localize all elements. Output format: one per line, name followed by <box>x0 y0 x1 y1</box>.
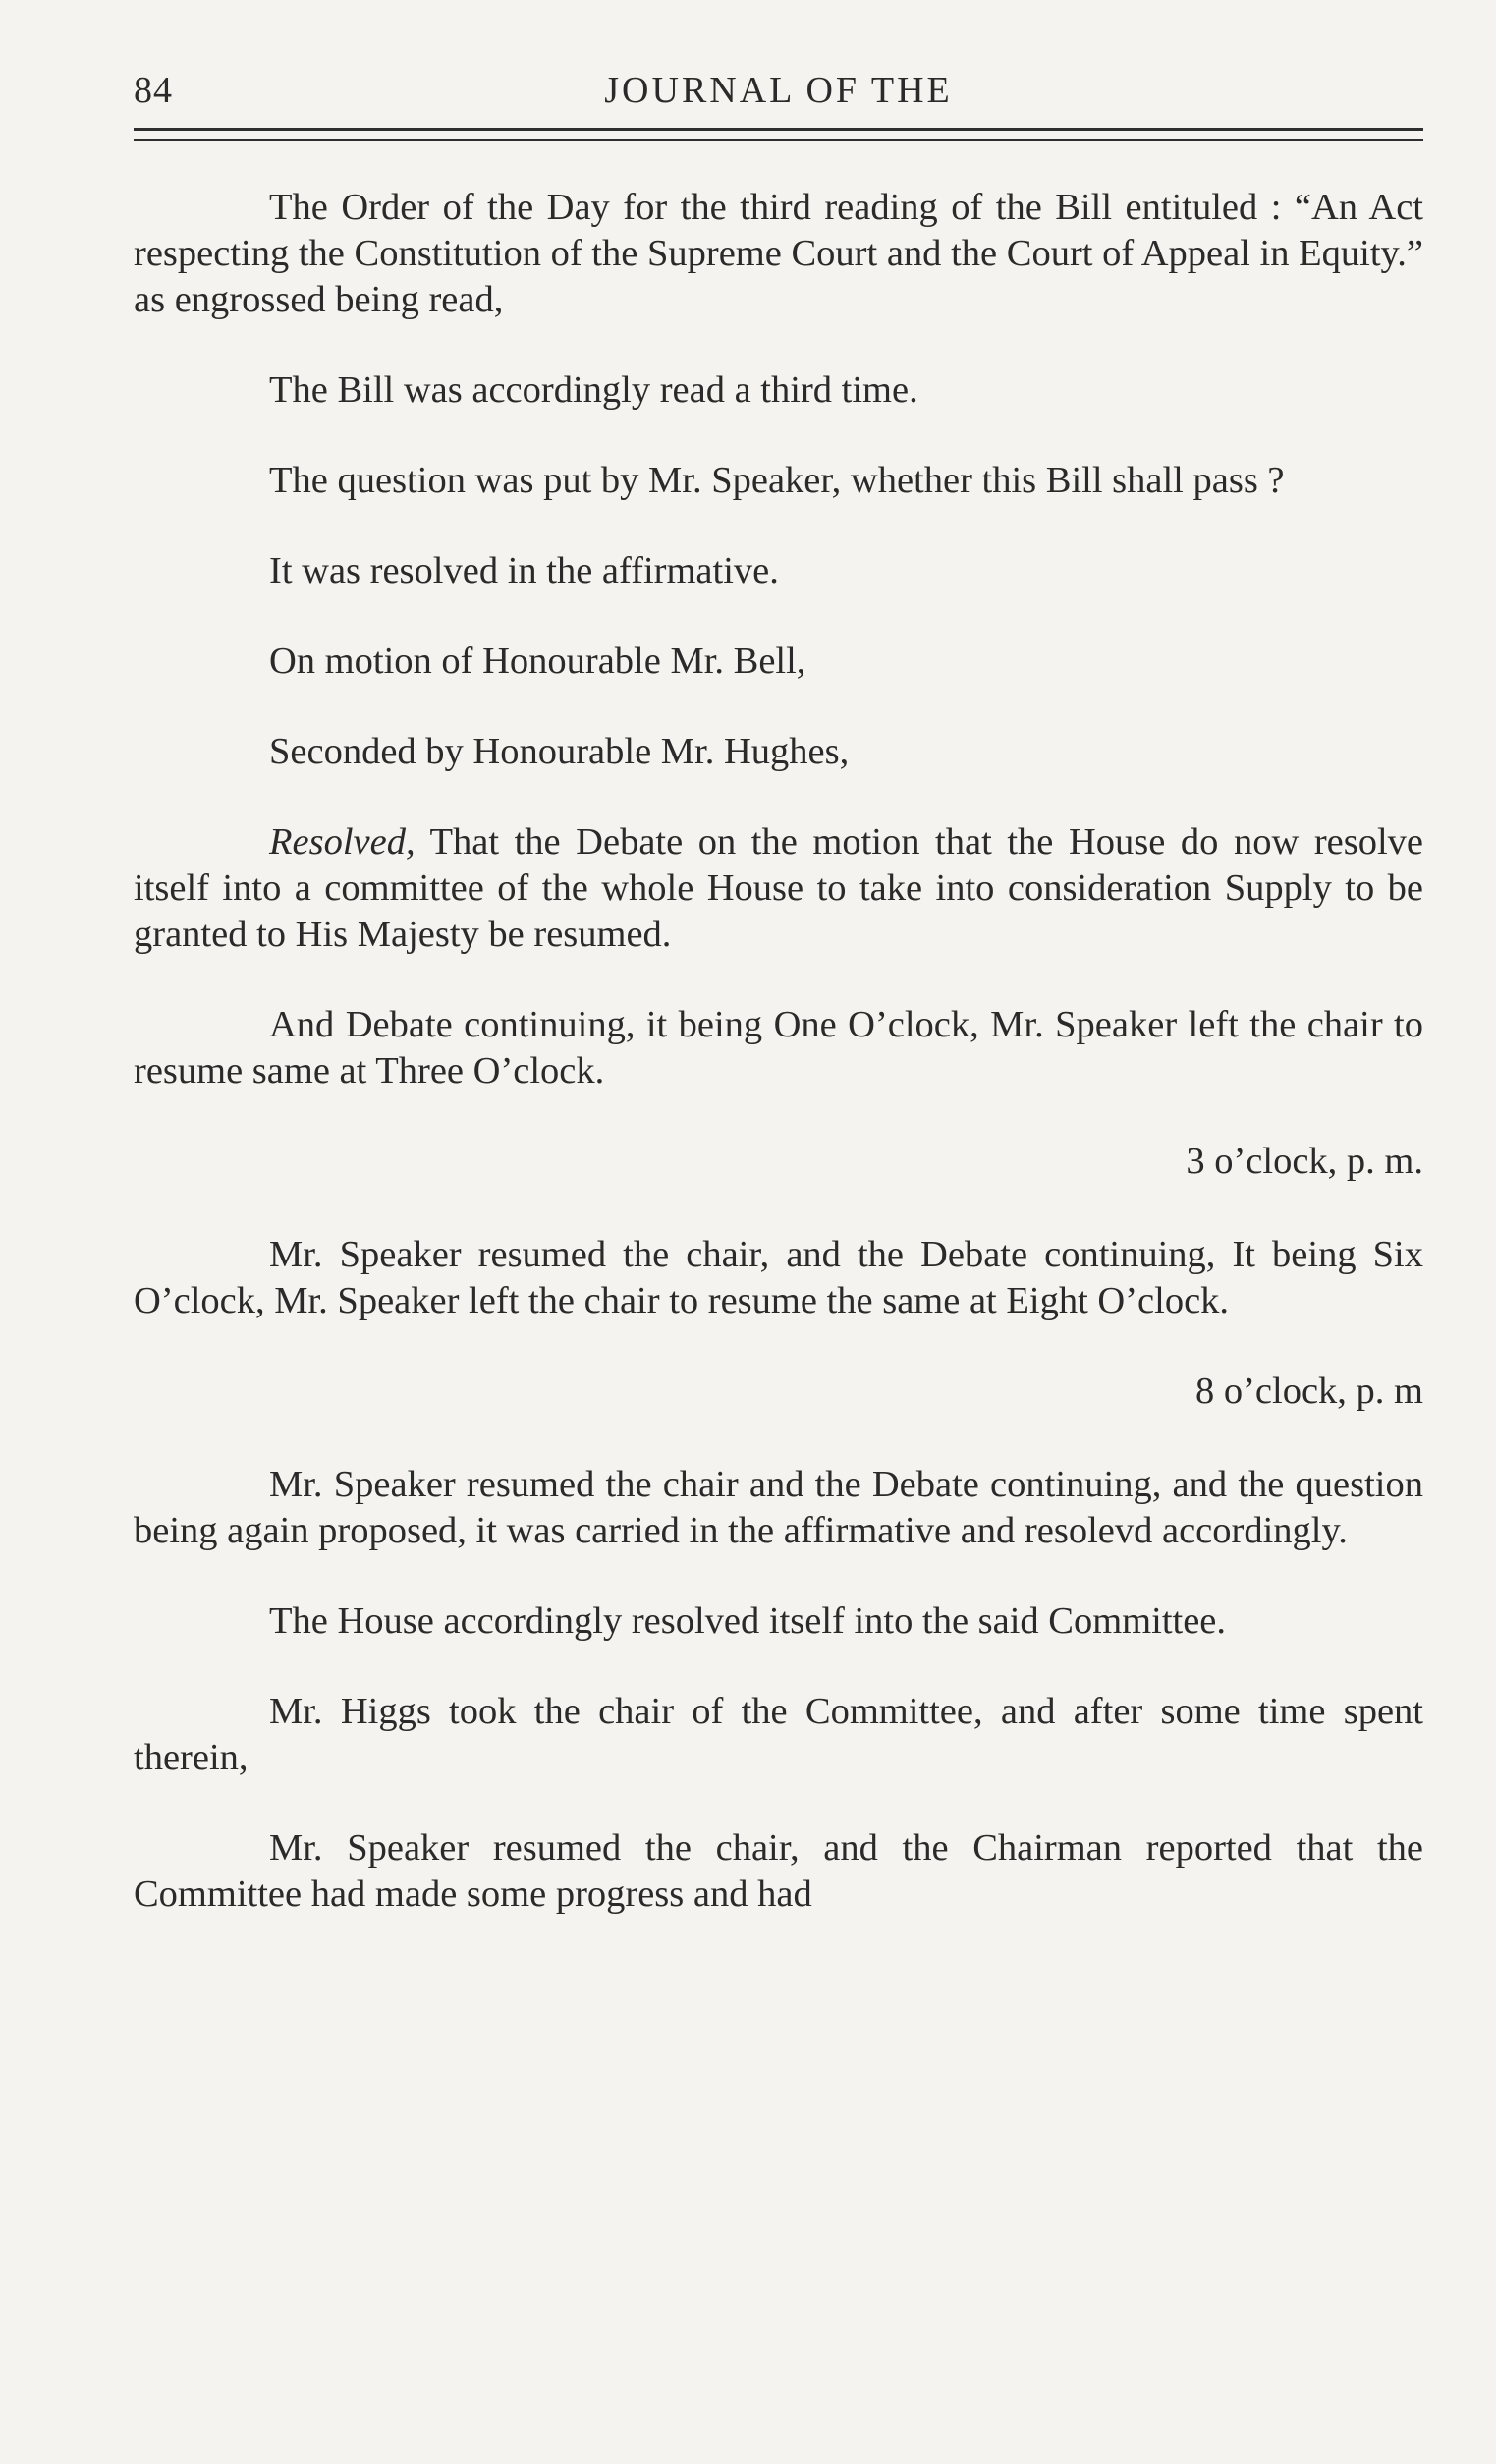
paragraph-one-oclock: And Debate continuing, it being One O’clock, Mr. Speaker left the chair to resume same at Three O’clock. <box>134 1004 1423 1092</box>
paragraph-resolution: Resolved, That the Debate on the motion that the House do now resolve itself into a committee of the whole House to take into consideration Supply to be granted to His Majesty be resumed. <box>134 821 1423 955</box>
page-number: 84 <box>134 70 173 111</box>
paragraph-question-put: The question was put by Mr. Speaker, whether this Bill shall pass ? <box>269 460 1285 501</box>
paragraph-chairman-report: Mr. Speaker resumed the chair, and the Chairman reported that the Committee had made some progress and had <box>134 1827 1423 1915</box>
paragraph-motion: On motion of Honourable Mr. Bell, <box>269 641 806 682</box>
header-rule-top <box>134 128 1423 131</box>
journal-body <box>134 185 1423 1962</box>
paragraph-committee: The House accordingly resolved itself into the said Committee. <box>269 1600 1227 1642</box>
time-marker-three: 3 o’clock, p. m. <box>1186 1141 1423 1182</box>
header-rule-bottom <box>134 139 1423 141</box>
paragraph-third-reading: The Order of the Day for the third reading of the Bill entituled : “An Act respecting the Constitution of the Supreme Court and the Court of Appeal in Equity.” as engrossed being read, <box>134 187 1423 320</box>
paragraph-higgs-chair: Mr. Higgs took the chair of the Committee, and after some time spent therein, <box>134 1691 1423 1778</box>
time-marker-eight: 8 o’clock, p. m <box>1194 1371 1423 1412</box>
paragraph-read-third-time: The Bill was accordingly read a third time. <box>269 369 918 411</box>
page-header <box>134 61 1423 120</box>
paragraph-seconded: Seconded by Honourable Mr. Hughes, <box>269 731 850 772</box>
running-head: JOURNAL OF THE <box>604 70 953 111</box>
paragraph-carried: Mr. Speaker resumed the chair and the Debate continuing, and the question being again proposed, it was carried in the affirmative and resolevd accordingly. <box>134 1464 1423 1551</box>
paragraph-resolved-affirmative: It was resolved in the affirmative. <box>269 550 779 591</box>
paragraph-six-oclock: Mr. Speaker resumed the chair, and the Debate continuing, It being Six O’clock, Mr. Speaker left the chair to resume the same at Eight O’clock. <box>134 1234 1423 1321</box>
resolved-lead: Resolved, <box>269 821 416 863</box>
